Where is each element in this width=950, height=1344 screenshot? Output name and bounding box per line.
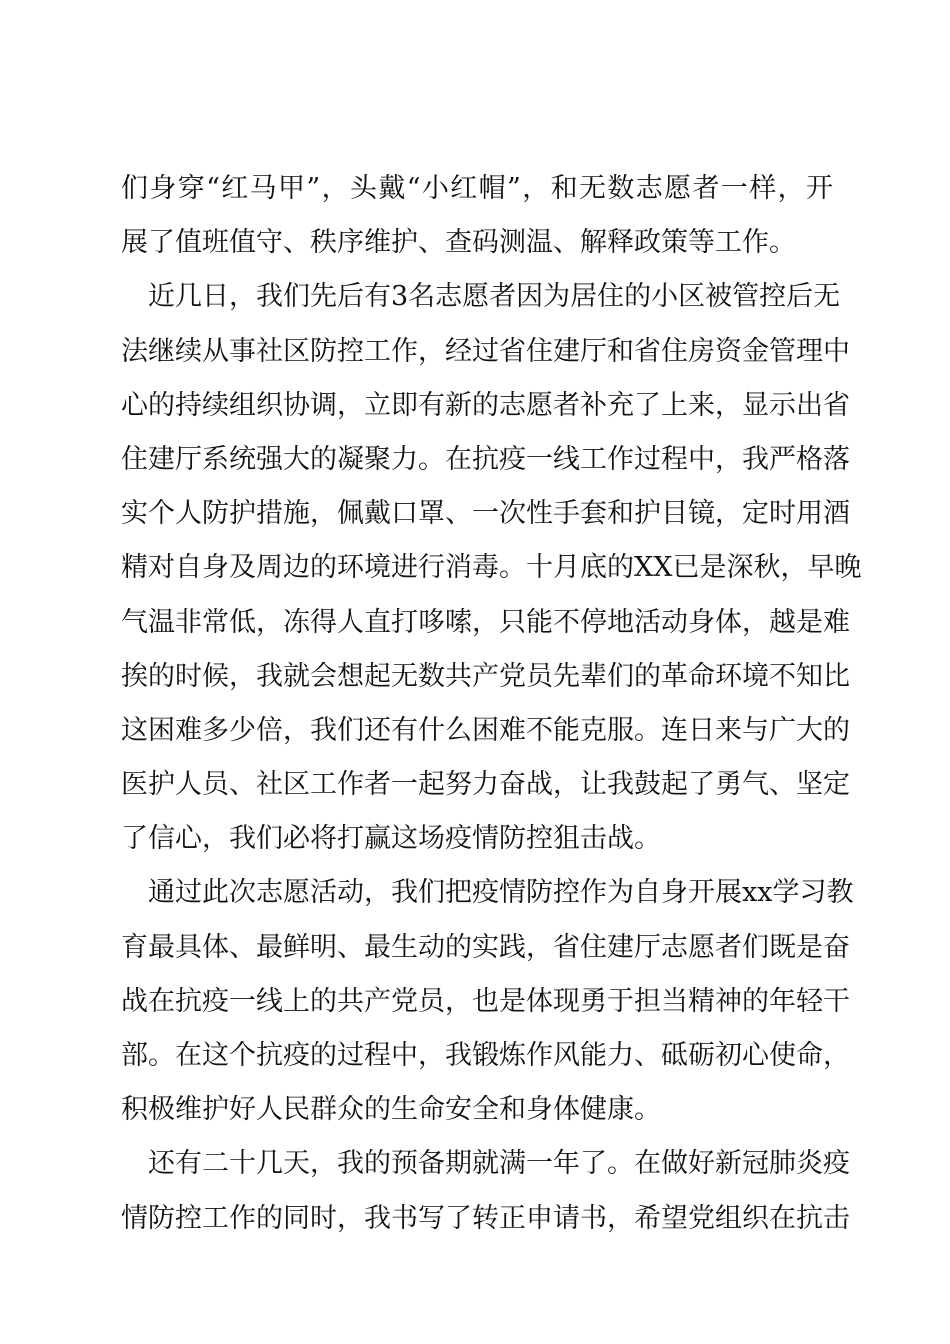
text-line: 们身穿“红马甲”，头戴“小红帽”，和无数志愿者一样，开 <box>121 173 833 204</box>
text-line: 医护人员、社区工作者一起努力奋战，让我鼓起了勇气、坚定 <box>121 769 850 801</box>
text-line: 住建厅系统强大的凝聚力。在抗疫一线工作过程中，我严格落 <box>121 443 850 475</box>
text-line: 这困难多少倍，我们还有什么困难不能克服。连日来与广大的 <box>121 714 850 746</box>
paragraph-first-line: 还有二十几天，我的预备期就满一年了。在做好新冠肺炎疫 <box>148 1148 850 1180</box>
text-line: 展了值班值守、秩序维护、查码测温、解释政策等工作。 <box>121 227 796 259</box>
text-line: 气温非常低，冻得人直打哆嗦，只能不停地活动身体，越是难 <box>121 606 850 638</box>
text-line: 实个人防护措施，佩戴口罩、一次性手套和护目镜，定时用酒 <box>121 498 850 530</box>
text-line: 精对自身及周边的环境进行消毒。十月底的XX已是深秋，早晚 <box>121 552 862 584</box>
document-body <box>121 162 862 1246</box>
text-line: 战在抗疫一线上的共产党员，也是体现勇于担当精神的年轻干 <box>121 985 850 1017</box>
text-line: 法继续从事社区防控工作，经过省住建厅和省住房资金管理中 <box>121 335 850 367</box>
paragraph-first-line: 近几日，我们先后有3名志愿者因为居住的小区被管控后无 <box>148 281 841 313</box>
text-line: 挨的时候，我就会想起无数共产党员先辈们的革命环境不知比 <box>121 660 850 692</box>
text-line: 积极维护好人民群众的生命安全和身体健康。 <box>121 1094 661 1126</box>
text-line: 心的持续组织协调，立即有新的志愿者补充了上来，显示出省 <box>121 389 850 421</box>
paragraph-first-line: 通过此次志愿活动，我们把疫情防控作为自身开展xx学习教 <box>148 877 854 909</box>
text-line: 情防控工作的同时，我书写了转正申请书，希望党组织在抗击 <box>121 1202 850 1234</box>
text-line: 了信心，我们必将打赢这场疫情防控狙击战。 <box>121 823 661 855</box>
text-line: 部。在这个抗疫的过程中，我锻炼作风能力、砥砺初心使命， <box>121 1040 850 1071</box>
text-line: 育最具体、最鲜明、最生动的实践，省住建厅志愿者们既是奋 <box>121 931 850 963</box>
